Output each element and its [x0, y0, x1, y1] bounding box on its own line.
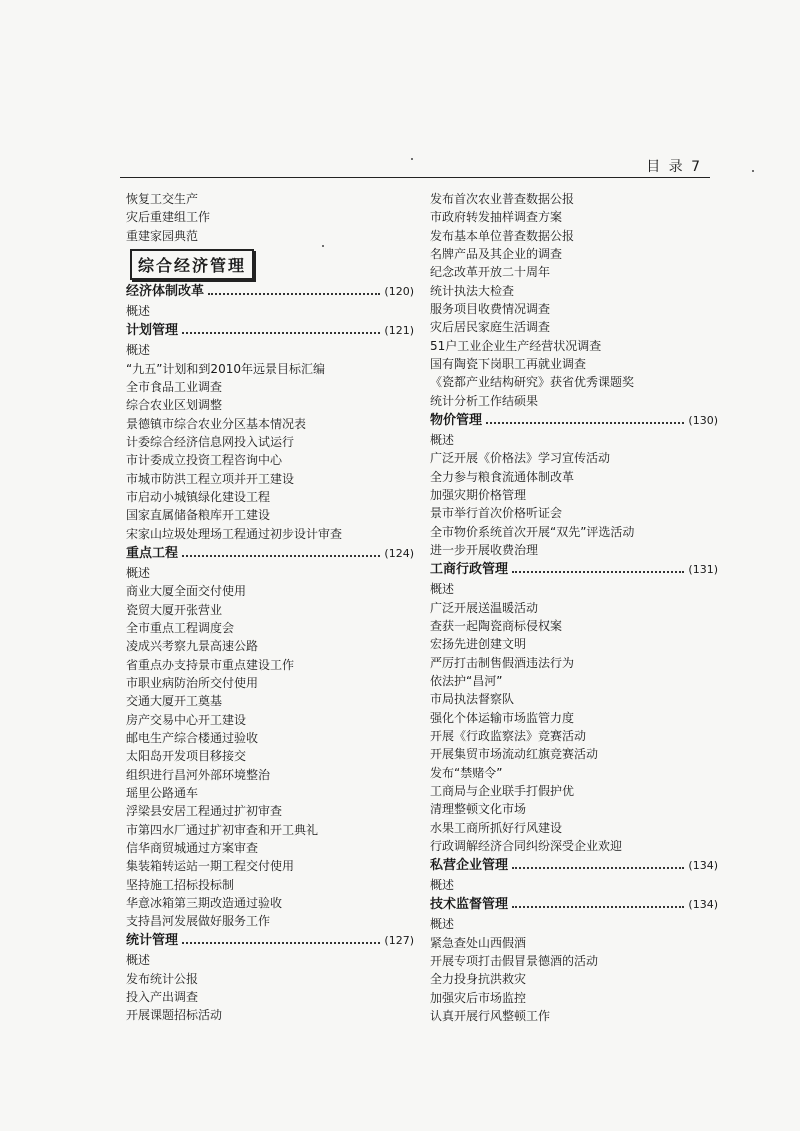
section-page-number: (127) — [384, 934, 414, 948]
toc-entry: 纪念改革开放二十周年 — [430, 265, 551, 280]
dot-leader — [182, 555, 380, 557]
toc-entry: 华意冰箱第三期改造通过验收 — [126, 895, 283, 910]
toc-entry: 加强灾期价格管理 — [430, 487, 527, 502]
toc-entry: 凌成兴考察九景高速公路 — [126, 639, 259, 654]
toc-entry: 认真开展行风整顿工作 — [430, 1009, 551, 1024]
toc-entry: 市启动小城镇绿化建设工程 — [126, 489, 271, 504]
section-page-number: (121) — [384, 324, 414, 338]
toc-section-heading — [430, 895, 718, 915]
toc-entry: 概述 — [430, 878, 455, 893]
section-title: 重点工程 — [126, 545, 179, 561]
toc-entry: 宋家山垃圾处理场工程通过初步设计审查 — [126, 526, 343, 541]
toc-entry: 景德镇市综合农业分区基本情况表 — [126, 416, 307, 431]
toc-section-heading — [430, 560, 718, 580]
toc-entry: 概述 — [430, 432, 455, 447]
toc-section-heading — [430, 856, 718, 876]
header-text: 目 录 7 — [646, 159, 702, 175]
toc-entry: 市局执法督察队 — [430, 692, 515, 707]
scan-speck — [322, 245, 324, 247]
toc-entry: 组织进行昌河外部环境整治 — [126, 767, 271, 782]
toc-entry: 国家直属储备粮库开工建设 — [126, 508, 271, 523]
dot-leader — [208, 293, 380, 295]
toc-entry: 发布统计公报 — [126, 971, 199, 986]
toc-entry: 统计分析工作结硕果 — [430, 393, 539, 408]
toc-entry: 瑶里公路通车 — [126, 785, 199, 800]
toc-entry: “九五”计划和到2010年远景目标汇编 — [126, 361, 325, 376]
toc-entry: 市计委成立投资工程咨询中心 — [126, 453, 283, 468]
toc-entry: 全市食品工业调查 — [126, 379, 223, 394]
toc-entry: 全力投身抗洪救灾 — [430, 972, 527, 987]
toc-entry: 发布“禁赌令” — [430, 765, 503, 780]
toc-entry: 灾后重建组工作 — [126, 210, 211, 225]
toc-entry: 重建家园典范 — [126, 228, 199, 243]
dot-leader — [512, 906, 684, 908]
scan-speck — [752, 170, 754, 172]
toc-entry: 开展专项打击假冒景德酒的活动 — [430, 954, 599, 969]
toc-entry: 全市重点工程调度会 — [126, 620, 235, 635]
toc-entry: 广泛开展《价格法》学习宣传活动 — [430, 451, 611, 466]
section-title: 统计管理 — [126, 933, 179, 949]
toc-section-heading — [126, 282, 414, 302]
dot-leader — [182, 942, 380, 944]
toc-entry: 瓷贸大厦开张营业 — [126, 602, 223, 617]
toc-entry: 概述 — [430, 917, 455, 932]
toc-entry: 概述 — [126, 303, 151, 318]
toc-entry: 概述 — [126, 343, 151, 358]
section-page-number: (130) — [688, 413, 718, 427]
header-rule — [120, 177, 710, 178]
toc-entry: 工商局与企业联手打假护优 — [430, 783, 575, 798]
section-page-number: (131) — [688, 563, 718, 577]
toc-entry: 发布首次农业普查数据公报 — [430, 192, 575, 206]
section-page-number: (124) — [384, 546, 414, 560]
toc-entry: 紧急查处山西假酒 — [430, 935, 527, 950]
toc-entry: 服务项目收费情况调查 — [430, 301, 551, 316]
chapter-heading-wrap — [126, 245, 414, 281]
toc-entry: 水果工商所抓好行风建设 — [430, 820, 563, 835]
toc-entry: 综合农业区划调整 — [126, 398, 223, 413]
toc-entry: 查获一起陶瓷商标侵权案 — [430, 618, 563, 633]
toc-entry: 宏扬先进创建文明 — [430, 637, 527, 652]
section-title: 经济体制改革 — [126, 283, 205, 299]
toc-entry: 51户工业企业生产经营状况调查 — [430, 338, 602, 353]
toc-entry: 加强灾后市场监控 — [430, 990, 527, 1005]
toc-entry: 开展课题招标活动 — [126, 1008, 223, 1023]
toc-entry: 投入产出调查 — [126, 990, 199, 1005]
toc-entry: 支持昌河发展做好服务工作 — [126, 914, 271, 929]
toc-right-column — [430, 190, 718, 1025]
toc-entry: 房产交易中心开工建设 — [126, 712, 247, 727]
toc-entry: 太阳岛开发项目移接交 — [126, 749, 247, 764]
toc-entry: 国有陶瓷下岗职工再就业调查 — [430, 356, 587, 371]
toc-entry: 恢复工交生产 — [126, 192, 199, 206]
section-page-number: (134) — [688, 898, 718, 912]
dot-leader — [512, 571, 684, 573]
toc-section-heading — [430, 411, 718, 431]
toc-entry: 市政府转发抽样调查方案 — [430, 210, 563, 225]
toc-entry: 开展集贸市场流动红旗竞赛活动 — [430, 747, 599, 762]
toc-entry: 交通大厦开工奠基 — [126, 694, 223, 709]
toc-entry: 《瓷都产业结构研究》获省优秀课题奖 — [430, 375, 635, 390]
toc-entry: 省重点办支持景市重点建设工作 — [126, 657, 295, 672]
toc-entry: 信华商贸城通过方案审查 — [126, 840, 259, 855]
toc-entry: 概述 — [126, 953, 151, 968]
section-title: 工商行政管理 — [430, 562, 509, 578]
toc-section-heading — [126, 321, 414, 341]
toc-entry: 行政调解经济合同纠纷深受企业欢迎 — [430, 838, 623, 853]
dot-leader — [486, 422, 684, 424]
toc-entry: 全力参与粮食流通体制改革 — [430, 469, 575, 484]
toc-entry: 进一步开展收费治理 — [430, 542, 539, 557]
toc-entry: 景市举行首次价格听证会 — [430, 506, 563, 521]
toc-entry: 概述 — [430, 582, 455, 597]
toc-entry: 计委综合经济信息网投入试运行 — [126, 434, 295, 449]
toc-entry: 严厉打击制售假酒违法行为 — [430, 655, 575, 670]
toc-entry: 名牌产品及其企业的调查 — [430, 246, 563, 261]
section-page-number: (120) — [384, 284, 414, 298]
section-page-number: (134) — [688, 859, 718, 873]
toc-entry: 商业大厦全面交付使用 — [126, 584, 247, 599]
toc-section-heading — [126, 544, 414, 564]
toc-entry: 集装箱转运站一期工程交付使用 — [126, 859, 295, 874]
toc-entry: 清理整顿文化市场 — [430, 802, 527, 817]
toc-entry: 开展《行政监察法》竞赛活动 — [430, 728, 587, 743]
toc-entry: 依法护“昌河” — [430, 673, 503, 688]
scan-speck — [411, 158, 413, 160]
toc-entry: 灾后居民家庭生活调查 — [430, 320, 551, 335]
toc-entry: 市城市防洪工程立项并开工建设 — [126, 471, 295, 486]
toc-entry: 市第四水厂通过扩初审查和开工典礼 — [126, 822, 319, 837]
toc-section-heading — [126, 931, 414, 951]
section-title: 技术监督管理 — [430, 897, 509, 913]
section-title: 计划管理 — [126, 323, 179, 339]
dot-leader — [512, 867, 684, 869]
toc-entry: 邮电生产综合楼通过验收 — [126, 730, 259, 745]
toc-entry: 强化个体运输市场监管力度 — [430, 710, 575, 725]
toc-left-column — [126, 190, 414, 1025]
toc-entry: 统计执法大检查 — [430, 283, 515, 298]
toc-entry: 全市物价系统首次开展“双先”评选活动 — [430, 524, 635, 539]
chapter-heading: 综合经济管理 — [130, 249, 254, 280]
section-title: 私营企业管理 — [430, 858, 509, 874]
toc-entry: 市职业病防治所交付使用 — [126, 675, 259, 690]
toc-entry: 发布基本单位普查数据公报 — [430, 228, 575, 243]
toc-entry: 坚持施工招标投标制 — [126, 877, 235, 892]
dot-leader — [182, 332, 380, 334]
section-title: 物价管理 — [430, 412, 483, 428]
toc-entry: 浮梁县安居工程通过扩初审查 — [126, 804, 283, 819]
page-header — [120, 152, 710, 178]
toc-entry: 概述 — [126, 565, 151, 580]
toc-entry: 广泛开展送温暖活动 — [430, 600, 539, 615]
